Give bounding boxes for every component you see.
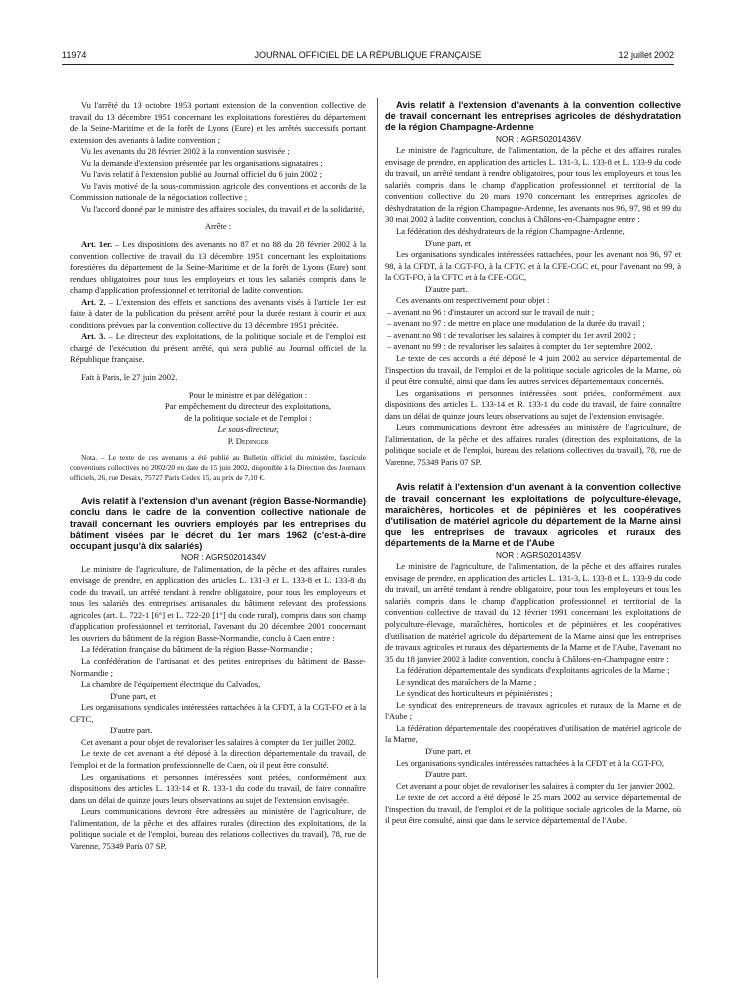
body-paragraph: Le syndicat des entrepreneurs de travaux agricoles et ruraux de la Marne et de l'Aube ; (385, 699, 681, 722)
body-paragraph: Leurs communications devront être adressées au ministère de l'agriculture, de l'alimentation, de la pêche et des affaires rurales (direction des exploitations, de la politique sociale et de l'emploi, bureau des relations collectives du travail), 78, rue de Varenne, 75349 Paris 07 SP. (385, 422, 681, 467)
list-item: – avenant no 97 : de mettre en place une modulation de la durée du travail ; (387, 318, 645, 329)
section-title: Avis relatif à l'extension d'un avenant à la convention collective de travail concernant les exploitations de polyculture-élevage, maraîchères, horticoles et de pépinières et les coopératives d'utilisation de matériel agricole du département de la Marne ainsi que les entreprises de travaux agricoles et ruraux des départements de la Marne et de l'Aube (385, 482, 681, 549)
body-paragraph: Les organisations syndicales intéressées rattachées, pour les avenant nos 96, 97 et 98, à la CFDT, à la CGT-FO, à la CFTC et à la CFE-CGC et, pour l'avenant no 99, à la CGT-FO, à la CFTC et à la CFE-CGC, (385, 249, 681, 283)
signature-line: de la politique sociale et de l'emploi : (184, 412, 312, 423)
issue-date: 12 juillet 2002 (618, 50, 674, 60)
article-text: – Les dispositions des avenants no 87 et no 88 du 28 février 2002 à la convention collective de travail du 13 décembre 1951 concernant les exploitations forestières du département de la Seine-Maritime et de la forêt de Lyons (Eure) sont rendues obligatoires pour tous les employeurs et tous les salariés compris dans le champ d'application professionnel et territorial de ladite convention. (70, 239, 366, 296)
body-paragraph: Le ministre de l'agriculture, de l'alimentation, de la pêche et des affaires rurales envisage de prendre, en application des articles L. 131-3, L. 133-8 et L. 133-9 du code du travail, un arrêté tendant à rendre obligatoires, pour tous les employeurs et tous les salariés compris dans le champ d'application professionnel et territorial de la convention collective du 20 mars 1970 concernant les entreprises agricoles de déshydratation de la région Champagne-Ardenne, les avenants nos 96, 97, 98 et 99 du 30 mai 2002 à ladite convention, conclus à Châlons-en-Champagne entre : (385, 145, 681, 225)
dautre-part: D'autre part. (110, 725, 153, 736)
nor-reference: NOR : AGRS0201435V (495, 550, 582, 560)
fait-line: Fait à Paris, le 27 juin 2002. (81, 372, 178, 383)
intro-paragraph: Vu l'arrêté du 13 octobre 1953 portant extension de la convention collective de travail du 13 décembre 1951 concernant les exploitations forestières du département de la Seine-Maritime et de la forêt de Lyons (Eure) et les arrêtés successifs portant extension des avenants à ladite convention ; (70, 100, 366, 145)
body-paragraph: La chambre de l'équipement électrique du Calvados, (81, 679, 261, 690)
body-paragraph: Le ministre de l'agriculture, de l'alimentation, de la pêche et des affaires rurales envisage de prendre, en application des articles L. 131-3 et L. 133-8 et L. 133-8 du code du travail, un arrêté tendant à rendre obligatoire, pour tous les employeurs et tous les salariés des entreprises artisanales du bâtiment relevant des professions agricoles (art. L. 722-1 [6°] et L. 722-20 [1°] du code rural), compris dans son champ d'application professionnel et territorial, l'avenant du 20 décembre 2001 concernant les ouvriers du bâtiment de la région Basse-Normandie, conclu à Caen entre : (70, 563, 366, 643)
body-paragraph: Le ministre de l'agriculture, de l'alimentation, de la pêche et des affaires rurales envisage de prendre, en application des articles L. 131-3, L. 133-8 et L. 133-9 du code du travail, un arrêté tendant à rendre obligatoire, pour tous les employeurs et tous les salariés compris dans le champ d'application professionnel et territorial de la convention collective de travail du 12 février 1991 concernant les exploitations de polyculture-élevage, maraîchères, horticoles et de pépinières et les coopératives d'utilisation de matériel agricole du département de la Marne ainsi que les entreprises de travaux agricoles et ruraux des départements de la Marne et de l'Aube, l'avenant no 35 du 18 janvier 2002 à ladite convention, conclu à Châlons-en-Champagne entre : (385, 561, 681, 664)
article-label: Art. 3. (81, 331, 106, 342)
right-column (385, 100, 681, 980)
section-title: Avis relatif à l'extension d'avenants à la convention collective de travail concernant les entreprises agricoles de déshydratation de la région Champagne-Ardenne (385, 100, 681, 133)
intro-paragraph: Vu les avenants du 28 février 2002 à la convention susvisée ; (81, 146, 290, 157)
dune-part: D'une part, et (425, 237, 471, 248)
list-item: – avenant no 98 : de revaloriser les salaires à compter du 1er avril 2002 ; (387, 329, 636, 340)
signature-title: Le sous-directeur, (217, 424, 279, 435)
body-paragraph: Les organisations syndicales intéressées rattachées à la CFDT, à la CGT-FO et à la CFTC, (70, 702, 366, 724)
header-rule (62, 64, 674, 65)
list-item: – avenant no 96 : d'instaurer un accord sur le travail de nuit ; (387, 306, 595, 317)
body-paragraph: La fédération française du bâtiment de la région Basse-Normandie ; (81, 644, 313, 655)
body-paragraph: La fédération départementale des syndicats d'exploitants agricoles de la Marne ; (396, 665, 670, 676)
section-title: Avis relatif à l'extension d'un avenant (région Basse-Normandie) conclu dans le cadre de la convention collective nationale de travail concernant les ouvriers employés par les entreprises du bâtiment visées par le décret du 1er mars 1962 (c'est-à-dire occupant jusqu'à dix salariés) (70, 496, 366, 551)
body-paragraph: Les organisations et personnes intéressées sont priées, conformément aux dispositions des articles L. 133-14 et R. 133-1 du code du travail, de faire connaître dans un délai de quinze jours leurs observations au sujet de l'extension envisagée. (385, 387, 681, 421)
intro-paragraph: Vu l'avis relatif à l'extension publié au Journal officiel du 6 juin 2002 ; (81, 169, 322, 180)
intro-paragraph: Vu la demande d'extension présentée par les organisations signataires ; (81, 157, 323, 168)
article-3 (70, 331, 366, 366)
page-header (62, 50, 674, 64)
nota-note: Nota. – Le texte de ces avenants a été publié au Bulletin officiel du ministère, fascicule conventions collectives no 2002/20 en date du 15 juin 2002, disponible à la Direction des Journaux officiels, 26, rue Desaix, 75727 Paris Cedex 15, au prix de 7,10 €. (70, 453, 366, 482)
signature-name: P. Dedinger (227, 435, 269, 446)
arrete-heading: Arrête : (204, 221, 232, 232)
intro-paragraph: Vu l'accord donné par le ministre des affaires sociales, du travail et de la solidarité, (81, 203, 365, 214)
body-paragraph: Le texte de cet accord a été déposé le 25 mars 2002 au service départemental de l'inspection du travail, de l'emploi et de la politique sociale agricoles de la Marne, où il peut être consulté, ainsi que dans le service départemental de l'Aube. (385, 792, 681, 826)
article-text: – Le directeur des exploitations, de la politique sociale et de l'emploi est chargé de l'exécution du présent arrêté, qui sera publié au Journal officiel de la République française. (70, 331, 366, 365)
journal-title: JOURNAL OFFICIEL DE LA RÉPUBLIQUE FRANÇAISE (254, 50, 482, 60)
article-2 (70, 297, 366, 332)
page-number: 11974 (62, 50, 87, 60)
signature-line: Par empêchement du directeur des exploitations, (164, 401, 332, 412)
body-paragraph: Le syndicat des maraîchers de la Marne ; (396, 676, 537, 687)
body-paragraph: Cet avenant a pour objet de revaloriser les salaires à compter du 1er janvier 2002. (396, 780, 675, 791)
column-divider (377, 98, 378, 978)
body-paragraph: Le syndicat des horticulteurs et pépiniéristes ; (396, 688, 553, 699)
dune-part: D'une part, et (425, 745, 471, 756)
body-paragraph: Ces avenants ont respectivement pour objet : (396, 295, 550, 306)
body-paragraph: Leurs communications devront être adressées au ministère de l'agriculture, de l'alimentation, de la pêche et des affaires rurales (direction des exploitations, de la politique sociale et de l'emploi, bureau des relations collectives du travail), 78, rue de Varenne, 75349 Paris 07 SP. (70, 806, 366, 851)
body-paragraph: La fédération des déshydrateurs de la région Champagne-Ardenne, (396, 225, 625, 236)
body-paragraph: La confédération de l'artisanat et des petites entreprises du bâtiment de Basse-Normandie ; (70, 656, 366, 678)
dune-part: D'une part, et (110, 690, 156, 701)
nor-reference: NOR : AGRS0201436V (495, 134, 582, 144)
dautre-part: D'autre part. (425, 283, 468, 294)
nor-reference: NOR : AGRS0201434V (180, 553, 267, 563)
article-label: Art. 1er. (81, 239, 113, 250)
body-paragraph: La fédération départementale des coopératives d'utilisation de matériel agricole de la Marne, (385, 722, 681, 745)
article-1 (70, 239, 366, 297)
intro-paragraph: Vu l'avis motivé de la sous-commission agricole des conventions et accords de la Commission nationale de la négociation collective ; (70, 180, 366, 203)
body-paragraph: Les organisations syndicales intéressées rattachées à la CFDT et à la CGT-FO, (396, 757, 665, 768)
body-paragraph: Cet avenant a pour objet de revaloriser les salaires à compter du 1er juillet 2002. (81, 736, 357, 747)
left-column (70, 100, 366, 980)
signature-line: Pour le ministre et par délégation : (188, 389, 308, 400)
body-paragraph: Le texte de ces accords a été déposé le 4 juin 2002 au service départemental de l'inspection du travail, de l'emploi et de la politique sociale agricoles de la Marne, où il peut être consulté, ainsi que dans les autres services départementaux concernés. (385, 353, 681, 387)
body-paragraph: Les organisations et personnes intéressées sont priées, conformément aux dispositions des articles L. 133-14 et R. 133-1 du code du travail, de faire connaître dans un délai de quinze jours leurs observations au sujet de l'extension envisagée. (70, 771, 366, 805)
dautre-part: D'autre part. (425, 769, 468, 780)
body-paragraph: Le texte de cet avenant a été déposé à la direction départementale du travail, de l'emploi et de la formation professionnelle de Caen, où il peut être consulté. (70, 748, 366, 770)
article-label: Art. 2. (81, 296, 106, 307)
list-item: – avenant no 99 : de revaloriser les salaires à compter du 1er septembre 2002. (387, 341, 653, 352)
article-text: – L'extension des effets et sanctions des avenants visés à l'article 1er est faite à dater de la publication du présent arrêté pour la durée restant à courir et aux conditions prévues par la convention collective du 13 décembre 1951 précitée. (70, 296, 366, 330)
